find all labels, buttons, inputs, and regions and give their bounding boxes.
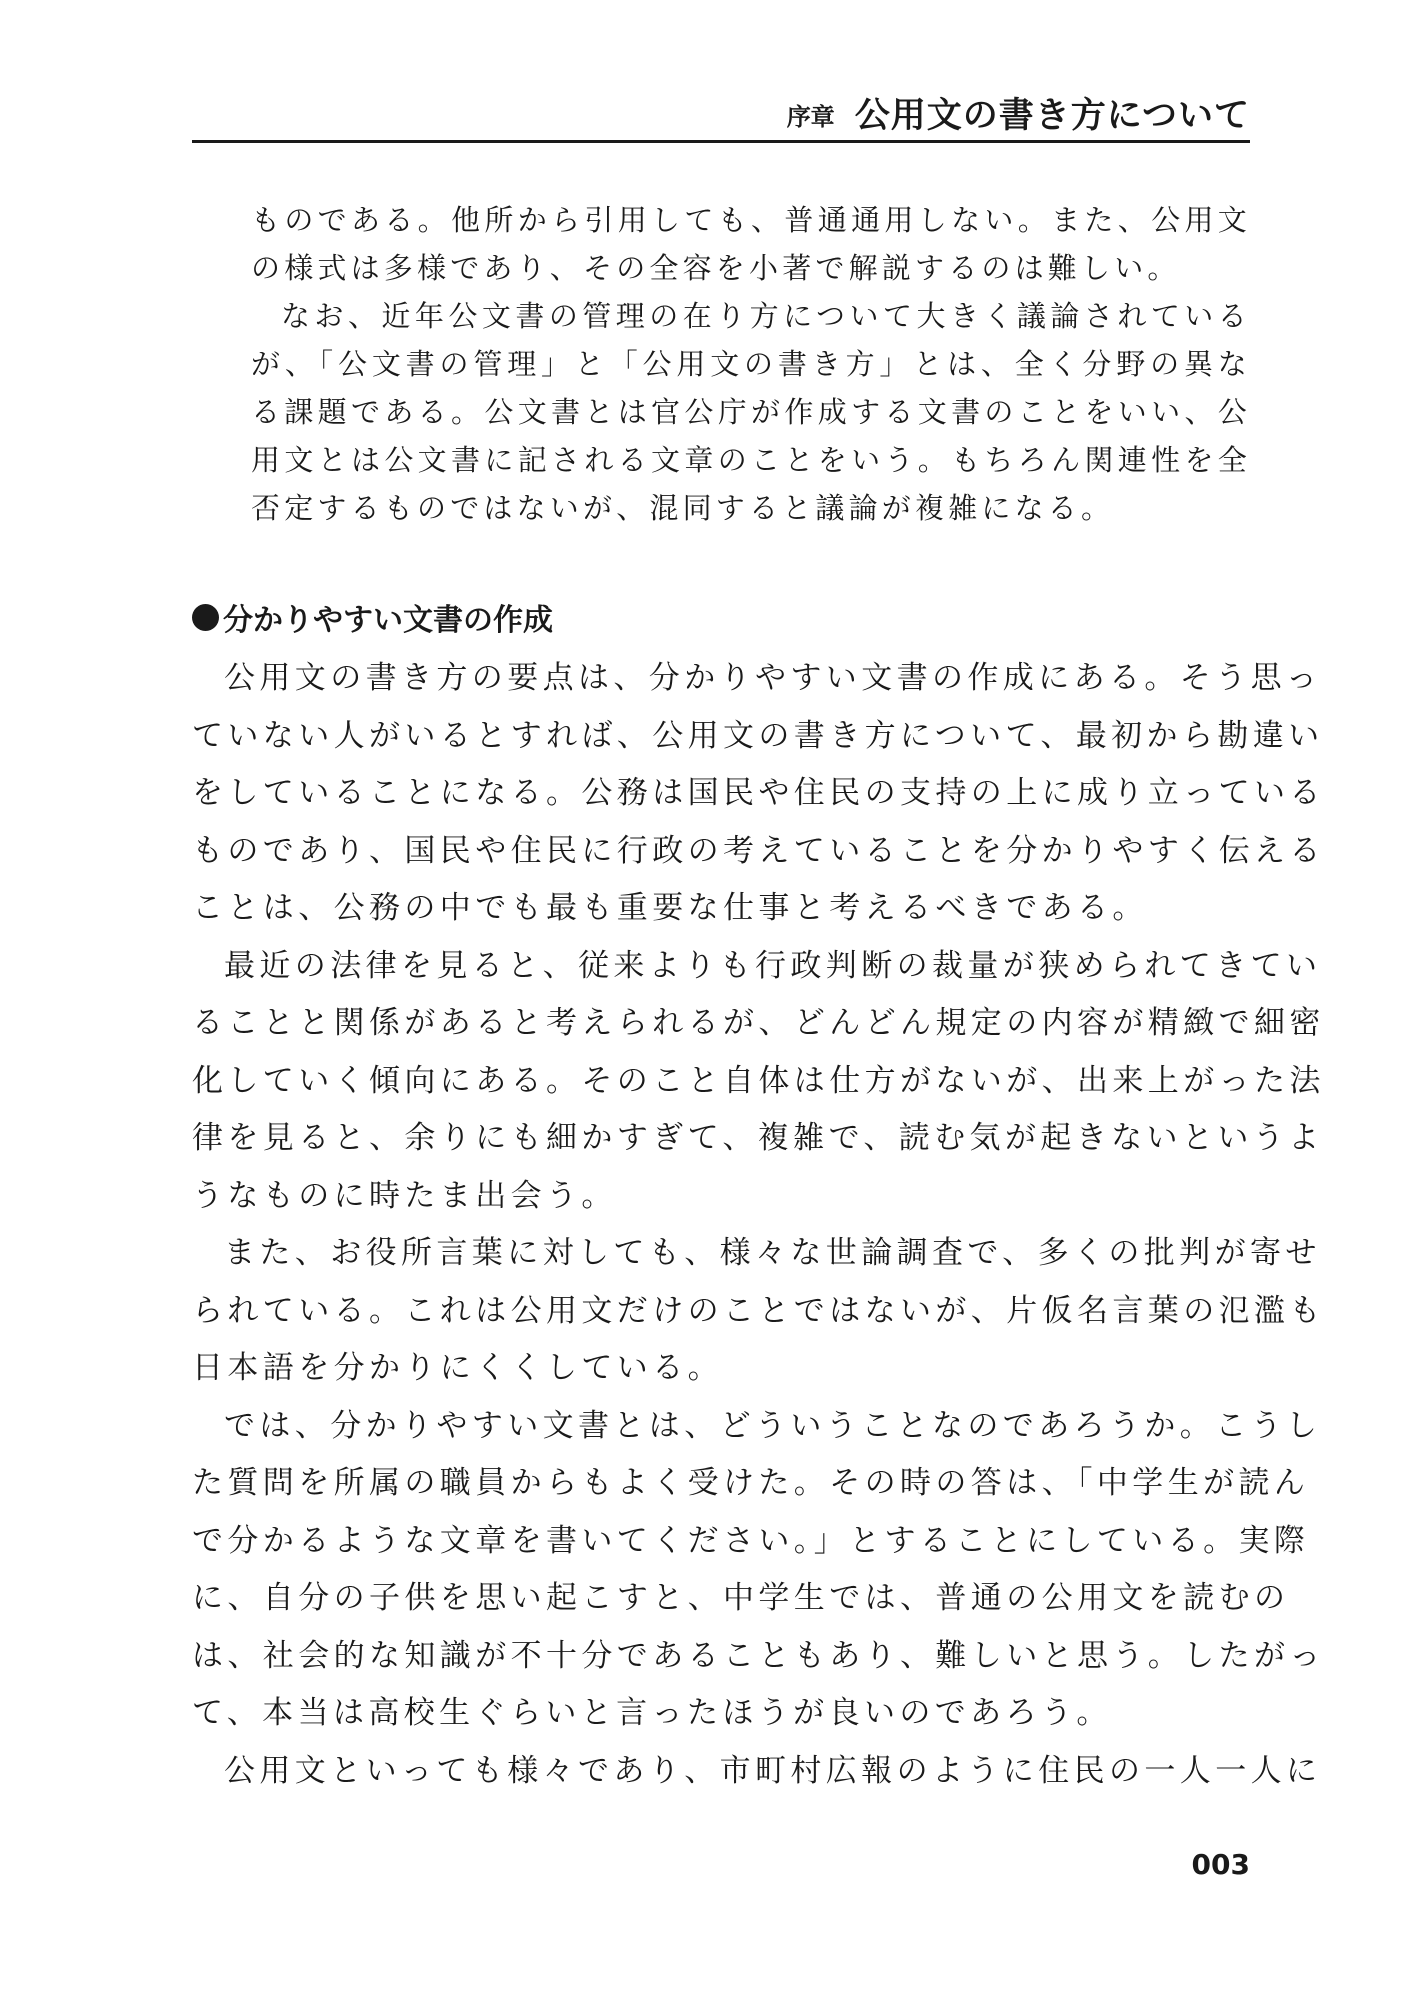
paragraph: ものである。他所から引用しても、普通通用しない。また、公用文の様式は多様であり、その全容を小著で解説するのは難しい。: [251, 203, 1251, 285]
chapter-label: 序章: [786, 103, 835, 131]
running-head: [192, 86, 1250, 138]
text-line: は、社会的な知識が不十分であることもあり、難しいと思う。したがっ: [192, 1637, 1325, 1674]
text-line: に、自分の子供を思い起こすと、中学生では、普通の公用文を読むの: [192, 1580, 1290, 1616]
section-heading-text: 分かりやすい文書の作成: [223, 603, 553, 638]
text-line: 最近の法律を見ると、従来よりも行政判断の裁量が狭められてきてい: [224, 947, 1322, 984]
text-line: また、お役所言葉に対しても、様々な世論調査で、多くの批判が寄せ: [224, 1235, 1321, 1271]
header-rule: [192, 140, 1250, 143]
text-line: ことは、公務の中でも最も重要な仕事と考えるべきである。: [192, 890, 1148, 926]
text-line: 化していく傾向にある。そのこと自体は仕方がないが、出来上がった法: [192, 1062, 1325, 1099]
indented-paragraphs: [251, 196, 1251, 532]
text-line: られている。これは公用文だけのことではないが、片仮名言葉の氾濫も: [192, 1292, 1325, 1329]
paragraph: なお、近年公文書の管理の在り方について大きく議論されているが、「公文書の管理」と「公用文の書き方」とは、全く分野の異なる課題である。公文書とは官公庁が作成する文書のことをいい、公用文とは公文書に記される文章のことをいう。もちろん関連性を全否定するものではないが、混同すると議論が複雑になる。: [251, 299, 1251, 525]
body-text: [192, 650, 1325, 1800]
text-line: て、本当は高校生ぐらいと言ったほうが良いのであろう。: [192, 1695, 1112, 1731]
text-line: うなものに時たま出会う。: [192, 1177, 617, 1214]
text-line: 公用文といっても様々であり、市町村広報のように住民の一人一人に: [224, 1752, 1322, 1789]
text-line: では、分かりやすい文書とは、どういうことなのであろうか。こうし: [224, 1407, 1322, 1444]
text-line: ものであり、国民や住民に行政の考えていることを分かりやすく伝える: [192, 832, 1325, 869]
text-line: 公用文の書き方の要点は、分かりやすい文書の作成にある。そう思っ: [224, 660, 1322, 696]
text-line: をしていることになる。公務は国民や住民の支持の上に成り立っている: [192, 775, 1325, 811]
text-line: ることと関係があると考えられるが、どんどん規定の内容が精緻で細密: [192, 1005, 1325, 1041]
text-line: 日本語を分かりにくくしている。: [192, 1350, 723, 1386]
text-line: ていない人がいるとすれば、公用文の書き方について、最初から勘違い: [192, 717, 1324, 754]
section-heading: [192, 594, 1250, 640]
text-line: た質問を所属の職員からもよく受けた。その時の答は、「中学生が読ん: [192, 1465, 1310, 1501]
bullet-icon: [192, 604, 219, 631]
text-line: で分かるような文章を書いてください。」とすることにしている。実際: [192, 1522, 1310, 1559]
chapter-title: 公用文の書き方について: [854, 96, 1250, 136]
text-line: 律を見ると、余りにも細かすぎて、複雑で、読む気が起きないというよ: [192, 1120, 1324, 1156]
page-number: 003: [1191, 1848, 1250, 1881]
